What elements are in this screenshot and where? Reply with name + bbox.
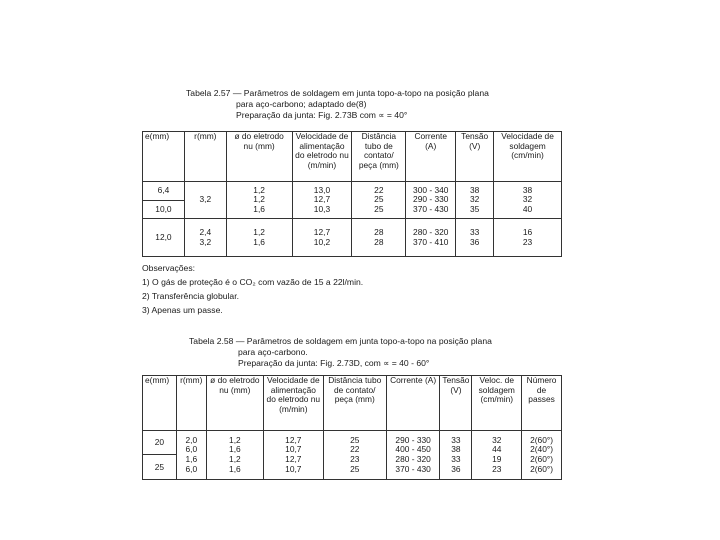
current-group2: 280 - 320 370 - 410 <box>406 219 456 257</box>
feed-group1: 13,0 12,7 10,3 <box>292 182 352 219</box>
e-value-6-4: 6,4 <box>143 182 185 201</box>
distance-group1: 22 25 25 <box>352 182 406 219</box>
table2 <box>142 375 562 480</box>
e-value-20: 20 <box>143 431 176 455</box>
table1-caption-line-3: Preparação da junta: Fig. 2.73B com ∝ = 40° <box>236 110 408 120</box>
speed-values-cell: 32 44 19 23 <box>472 431 522 480</box>
table1-header-row <box>143 132 562 182</box>
observation-1: 1) O gás de proteção é o CO₂ com vazão de 15 a 22l/min. <box>142 277 364 287</box>
header2-r: r(mm) <box>176 376 206 431</box>
voltage-group1: 38 32 35 <box>456 182 494 219</box>
r-value-group1: 3,2 <box>184 182 226 219</box>
header-welding-speed: Velocidade de soldagem (cm/min) <box>494 132 562 182</box>
feed-group2: 12,7 10,2 <box>292 219 352 257</box>
header2-e: e(mm) <box>143 376 177 431</box>
header-diameter: ø do eletrodo nu (mm) <box>226 132 292 182</box>
header-distance: Distância tubo de contato/ peça (mm) <box>352 132 406 182</box>
r-values-cell: 2,0 6,0 1,6 6,0 <box>176 431 206 480</box>
observation-3: 3) Apenas um passe. <box>142 305 223 315</box>
e-value-12-0: 12,0 <box>143 219 185 257</box>
e-values-cell <box>143 431 177 480</box>
diameter-values-cell: 1,2 1,6 1,2 1,6 <box>206 431 263 480</box>
current-group1: 300 - 340 290 - 330 370 - 430 <box>406 182 456 219</box>
table1 <box>142 131 562 257</box>
table1-caption-line-2: para aço-carbono; adaptado de(8) <box>236 99 367 109</box>
table2-caption-line-3: Preparação da junta: Fig. 2.73D, com ∝ = 40 - 60° <box>238 358 430 368</box>
table1-row-3 <box>143 219 562 257</box>
r-value-group2: 2,4 3,2 <box>184 219 226 257</box>
header2-current: Corrente (A) <box>386 376 440 431</box>
header2-passes: Número de passes <box>522 376 562 431</box>
table2-caption <box>189 336 492 369</box>
voltage-group2: 33 36 <box>456 219 494 257</box>
speed-group1: 38 32 40 <box>494 182 562 219</box>
header2-distance: Distância tubo de contato/ peça (mm) <box>323 376 386 431</box>
header-r: r(mm) <box>184 132 226 182</box>
e-value-25: 25 <box>154 462 165 472</box>
speed-group2: 16 23 <box>494 219 562 257</box>
table1-row-1 <box>143 182 562 201</box>
header2-welding-speed: Veloc. de soldagem (cm/min) <box>472 376 522 431</box>
table2-caption-line-2: para aço-carbono. <box>238 347 308 357</box>
table2-body-row <box>143 431 562 480</box>
table1-caption <box>186 88 489 121</box>
header-feed-speed: Velocidade de alimentação do eletrodo nu (m/min) <box>292 132 352 182</box>
observation-2: 2) Transferência globular. <box>142 291 239 301</box>
voltage-values-cell: 33 38 33 36 <box>440 431 472 480</box>
header-current: Corrente (A) <box>406 132 456 182</box>
observations-title: Observações: <box>142 263 196 273</box>
e-value-10-0: 10,0 <box>143 201 185 219</box>
passes-values-cell: 2(60°) 2(40°) 2(60°) 2(60°) <box>522 431 562 480</box>
distance-values-cell: 25 22 23 25 <box>323 431 386 480</box>
distance-group2: 28 28 <box>352 219 406 257</box>
table2-header-row <box>143 376 562 431</box>
header-voltage: Tensão (V) <box>456 132 494 182</box>
header2-voltage: Tensão (V) <box>440 376 472 431</box>
table1-caption-line-1: Tabela 2.57 — Parâmetros de soldagem em junta topo-a-topo na posição plana <box>186 88 489 98</box>
diameter-group2: 1,2 1,6 <box>226 219 292 257</box>
header-e: e(mm) <box>143 132 185 182</box>
table2-caption-line-1: Tabela 2.58 — Parâmetros de soldagem em junta topo-a-topo na posição plana <box>189 336 492 346</box>
header2-feed-speed: Velocidade de alimentação do eletrodo nu (m/min) <box>263 376 323 431</box>
diameter-group1: 1,2 1,2 1,6 <box>226 182 292 219</box>
observations <box>142 261 363 317</box>
header2-diameter: ø do eletrodo nu (mm) <box>206 376 263 431</box>
current-values-cell: 290 - 330 400 - 450 280 - 320 370 - 430 <box>386 431 440 480</box>
feed-values-cell: 12,7 10,7 12,7 10,7 <box>263 431 323 480</box>
